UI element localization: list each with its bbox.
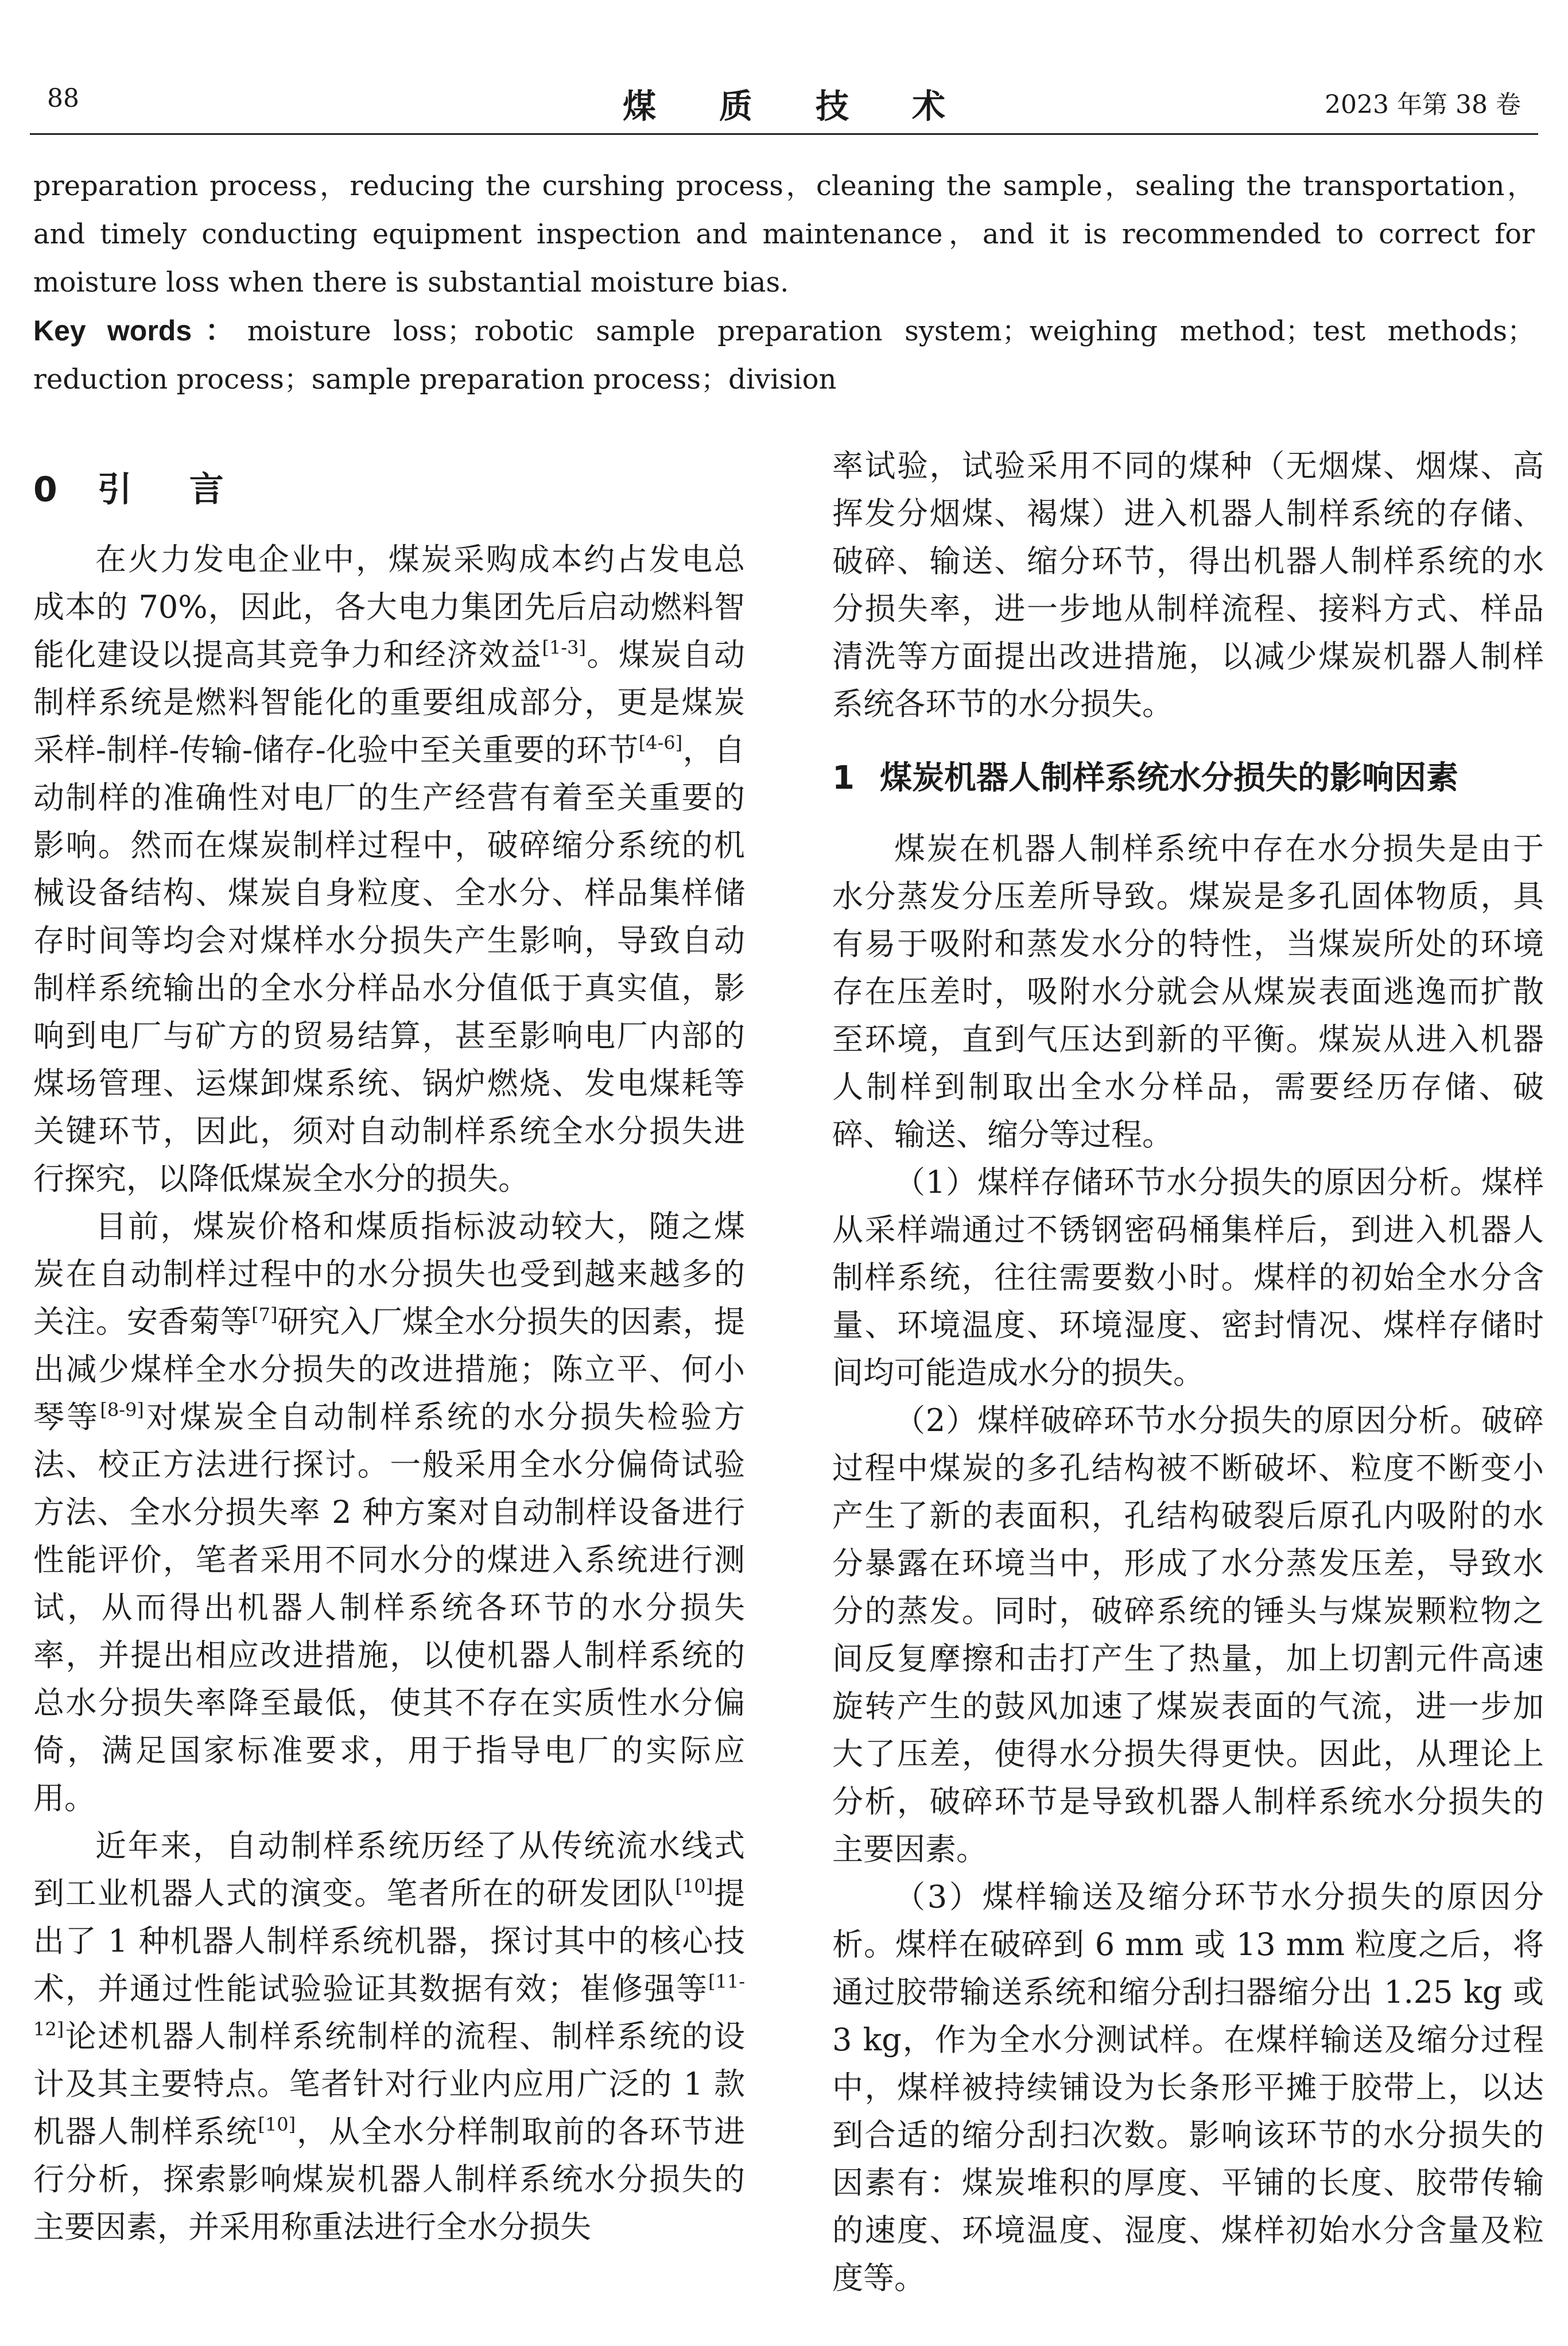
- citation[interactable]: [10]: [675, 1875, 713, 1897]
- left-column: [33, 442, 745, 2251]
- right-column: [832, 442, 1544, 2302]
- text-run: ，从全水分样制取前的各环节进行分析，探索影响煤炭机器人制样系统水分损失的主要因素，并采用称重法进行全水分损失: [33, 2114, 745, 2245]
- section-number: 1: [832, 759, 855, 797]
- citation[interactable]: [1-3]: [542, 637, 586, 658]
- text-run: 近年来，自动制样系统历经了从传统流水线式到工业机器人式的演变。笔者所在的研发团队: [33, 1828, 745, 1911]
- text-run: ，自动制样的准确性对电厂的生产经营有着至关重要的影响。然而在煤炭制样过程中，破碎缩分系统的机械设备结构、煤炭自身粒度、全水分、样品集样储存时间等均会对煤样水分损失产生影响，导致自动制样系统输出的全水分样品水分值低于真实值，影响到电厂与矿方的贸易结算，甚至影响电厂内部的煤场管理、运煤卸煤系统、锅炉燃烧、发电煤耗等关键环节，因此，须对自动制样系统全水分损失进行探究，以降低煤炭全水分的损失。: [33, 732, 746, 1197]
- abstract-continuation: preparation process，reducing the curshing process，cleaning the sample，sealing the transportation，and timely conducting equipment inspection and maintenance，and it is recommended to correct for moisture loss when there is substantial moisture bias.: [33, 170, 1535, 298]
- text-run: 在火力发电企业中，煤炭采购成本约占发电总成本的 70%，因此，各大电力集团先后启动燃料智能化建设以提高其竞争力和经济效益: [33, 541, 745, 673]
- section-number: 0: [33, 470, 57, 510]
- citation[interactable]: [11-12]: [33, 1971, 745, 2040]
- paragraph: [33, 1203, 745, 1822]
- paragraph-continued: 率试验，试验采用不同的煤种（无烟煤、烟煤、高挥发分烟煤、褐煤）进入机器人制样系统的存储、破碎、输送、缩分环节，得出机器人制样系统的水分损失率，进一步地从制样流程、接料方式、样品清洗等方面提出改进措施，以减少煤炭机器人制样系统各环节的水分损失。: [832, 448, 1544, 722]
- text-run: 提出了 1 种机器人制样系统机器，探讨其中的核心技术，并通过性能试验验证其数据有效；崔修强等: [33, 1875, 746, 2007]
- text-run: 目前，煤炭价格和煤质指标波动较大，随之煤炭在自动制样过程中的水分损失也受到越来越多的关注。安香菊等: [33, 1208, 745, 1340]
- english-abstract: [33, 162, 1535, 404]
- paragraph: 煤炭在机器人制样系统中存在水分损失是由于水分蒸发分压差所导致。煤炭是多孔固体物质，具有易于吸附和蒸发水分的特性，当煤炭所处的环境存在压差时，吸附水分就会从煤炭表面逃逸而扩散至环境，直到气压达到新的平衡。煤炭从进入机器人制样到制取出全水分样品，需要经历存储、破碎、输送、缩分等过程。: [832, 831, 1544, 1153]
- citation[interactable]: [8-9]: [100, 1399, 144, 1421]
- section-title-part1: 引: [97, 470, 132, 510]
- citation[interactable]: [10]: [258, 2114, 296, 2135]
- journal-title: 煤质技术: [622, 87, 1008, 126]
- paragraph: [33, 1822, 745, 2251]
- keywords-text: moisture loss；robotic sample preparation system；weighing method；test methods；reduction process；sample preparation process；division: [33, 315, 1535, 395]
- issue-info: 2023 年第 38 卷: [1325, 90, 1521, 119]
- citation[interactable]: [7]: [251, 1304, 278, 1325]
- text-run: 对煤炭全自动制样系统的水分损失检验方法、校正方法进行探讨。一般采用全水分偏倚试验方法、全水分损失率 2 种方案对自动制样设备进行性能评价，笔者采用不同水分的煤进入系统进行测试，从而得出机器人制样系统各环节的水分损失率，并提出相应改进措施，以使机器人制样系统的总水分损失率降至最低，使其不存在实质性水分偏倚，满足国家标准要求，用于指导电厂的实际应用。: [33, 1399, 746, 1816]
- section-heading-1: [832, 754, 1544, 802]
- text-run: 论述机器人制样系统制样的流程、制样系统的设计及其主要特点。笔者针对行业内应用广泛的 1 款机器人制样系统: [33, 2018, 745, 2150]
- text-run: 研究入厂煤全水分损失的因素，提出减少煤样全水分损失的改进措施；陈立平、何小琴等: [33, 1304, 746, 1435]
- section-title-part2: 言: [189, 470, 224, 510]
- paragraph: [33, 536, 745, 1203]
- citation[interactable]: [4-6]: [638, 732, 683, 754]
- section-heading-introduction: [33, 466, 745, 514]
- keywords-line: [33, 307, 1535, 404]
- keywords-label: Key words：: [33, 315, 247, 347]
- page-number: 88: [47, 84, 79, 113]
- section-title: 煤炭机器人制样系统水分损失的影响因素: [879, 759, 1458, 797]
- text-run: 。煤炭自动制样系统是燃料智能化的重要组成部分，更是煤炭采样-制样-传输-储存-化验中至关重要的环节: [33, 637, 746, 768]
- paragraph: （2）煤样破碎环节水分损失的原因分析。破碎过程中煤炭的多孔结构被不断破坏、粒度不断变小产生了新的表面积，孔结构破裂后原孔内吸附的水分暴露在环境当中，形成了水分蒸发压差，导致水分的蒸发。同时，破碎系统的锤头与煤炭颗粒物之间反复摩擦和击打产生了热量，加上切割元件高速旋转产生的鼓风加速了煤炭表面的气流，进一步加大了压差，使得水分损失得更快。因此，从理论上分析，破碎环节是导致机器人制样系统水分损失的主要因素。: [832, 1402, 1544, 1867]
- page-header: [30, 75, 1538, 126]
- paragraph: （1）煤样存储环节水分损失的原因分析。煤样从采样端通过不锈钢密码桶集样后，到进入机器人制样系统，往往需要数小时。煤样的初始全水分含量、环境温度、环境湿度、密封情况、煤样存储时间均可能造成水分的损失。: [832, 1164, 1544, 1391]
- header-rule: [30, 133, 1538, 135]
- paragraph: （3）煤样输送及缩分环节水分损失的原因分析。煤样在破碎到 6 mm 或 13 mm 粒度之后，将通过胶带输送系统和缩分刮扫器缩分出 1.25 kg 或 3 kg，作为全水分测试样。在煤样输送及缩分过程中，煤样被持续铺设为长条形平摊于胶带上，以达到合适的缩分刮扫次数。影响该环节的水分损失的因素有：煤炭堆积的厚度、平铺的长度、胶带传输的速度、环境温度、湿度、煤样初始水分含量及粒度等。: [832, 1879, 1544, 2296]
